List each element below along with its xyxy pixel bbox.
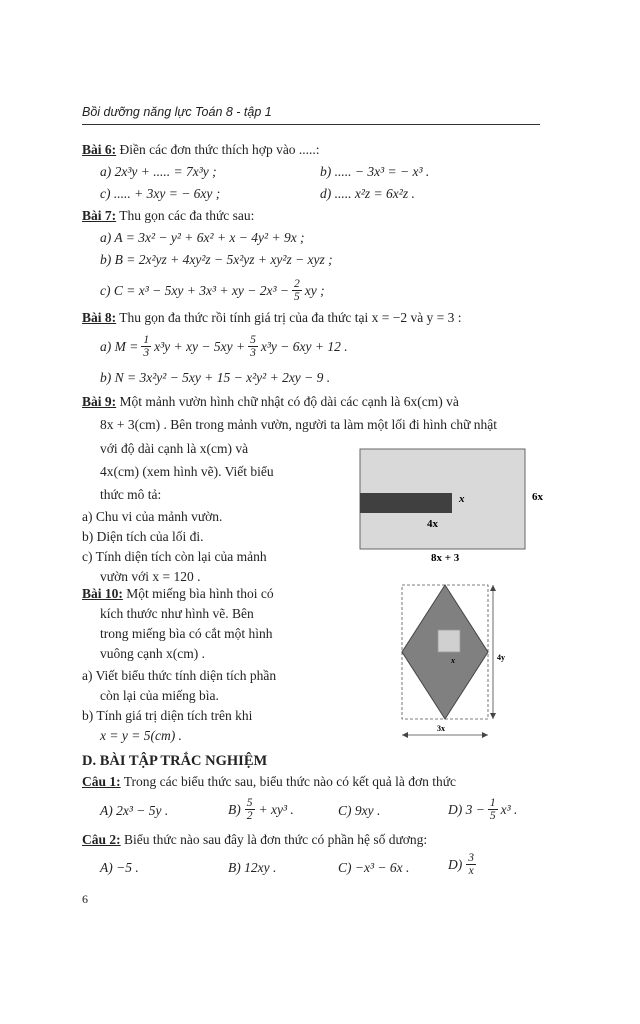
bai6-a: a) 2x³y + ..... = 7x³y ;	[100, 164, 217, 179]
bai7-b: b) B = 2x²yz + 4xy²z − 5x²yz + xy²z − xyz ;	[100, 252, 333, 267]
bai8-a-den2: 3	[250, 347, 256, 359]
garden-length-label: 8x + 3	[431, 552, 460, 564]
running-header: Bồi dưỡng năng lực Toán 8 - tập 1	[82, 105, 272, 119]
bai10-line4: vuông cạnh x(cm) .	[100, 646, 205, 661]
bai9-line1: Một mảnh vườn hình chữ nhật có độ dài các cạnh là 6x(cm) và	[116, 394, 459, 409]
cau1-d-fraction	[488, 797, 498, 822]
cau2-text: Biểu thức nào sau đây là đơn thức có phần hệ số dương:	[120, 832, 428, 847]
bai8-title	[82, 310, 462, 326]
bai9-line3: với độ dài cạnh là x(cm) và	[100, 441, 249, 456]
bai10-label: Bài 10:	[82, 586, 123, 601]
cau1-b-pre: B)	[228, 801, 241, 817]
cau2-label: Câu 2:	[82, 832, 121, 847]
bai8-text: Thu gọn đa thức rồi tính giá trị của đa thức tại x = −2 và y = 3 :	[116, 310, 462, 325]
bai9-c2: vườn với x = 120 .	[100, 569, 201, 584]
bai8-a-num2: 5	[250, 334, 256, 346]
width-label: 3x	[437, 724, 445, 733]
bai10-b2: x = y = 5(cm) .	[100, 728, 182, 743]
bai7-label: Bài 7:	[82, 208, 117, 223]
cau2-option-a: A) −5 .	[100, 860, 139, 875]
cau1-d-pre: D) 3 −	[448, 801, 485, 817]
bai8-a-fraction-1	[141, 334, 151, 359]
cau1-b-fraction	[245, 797, 255, 822]
bai7-c-num: 2	[294, 278, 300, 290]
bai6-label: Bài 6:	[82, 142, 117, 157]
cau2-option-d	[448, 852, 480, 877]
cau1-b-post: + xy³ .	[258, 801, 294, 817]
bai8-b: b) N = 3x²y² − 5xy + 15 − x²y² + 2xy − 9 .	[100, 370, 331, 385]
cau1-d-den: 5	[489, 810, 496, 822]
cau2-title	[82, 832, 427, 848]
bai6-text: Điền các đơn thức thích hợp vào .....:	[116, 142, 320, 157]
bai7-title	[82, 208, 254, 224]
bai6-c: c) ..... + 3xy = − 6xy ;	[100, 186, 221, 201]
cau2-d-den: x	[468, 865, 474, 877]
square-cutout	[438, 630, 460, 652]
bai10-a1: a) Viết biểu thức tính diện tích phần	[82, 668, 277, 683]
bai10-line1: Một miếng bìa hình thoi có	[122, 586, 274, 601]
bai9-a: a) Chu vi của mảnh vườn.	[82, 509, 223, 524]
bai7-c-fraction	[292, 278, 302, 303]
bai9-line2: 8x + 3(cm) . Bên trong mảnh vườn, người ta làm một lối đi hình chữ nhật	[100, 417, 498, 432]
garden-figure	[355, 445, 555, 565]
bai7-c-pre: c) C = x³ − 5xy + 3x³ + xy − 2x³ −	[100, 282, 289, 298]
cau1-d-num: 1	[489, 797, 496, 809]
cau1-text: Trong các biểu thức sau, biểu thức nào có kết quả là đơn thức	[120, 774, 457, 789]
header-rule	[82, 124, 540, 125]
path-length-label: 4x	[427, 518, 438, 530]
bai6-title	[82, 142, 320, 158]
bai8-a-num1: 1	[143, 334, 150, 346]
bai9-title	[82, 394, 459, 410]
cau2-d-num: 3	[468, 852, 474, 864]
square-side-label: x	[451, 656, 455, 665]
cau1-option-a: A) 2x³ − 5y .	[100, 803, 169, 818]
cau1-label: Câu 1:	[82, 774, 121, 789]
cau1-option-d	[448, 797, 517, 822]
cau1-option-c: C) 9xy .	[338, 803, 381, 818]
bai9-c1: c) Tính diện tích còn lại của mảnh	[82, 549, 267, 564]
height-arrow-bottom	[490, 713, 496, 719]
bai9-line5: thức mô tả:	[100, 487, 162, 502]
bai10-a2: còn lại của miếng bìa.	[100, 688, 219, 703]
bai7-c	[100, 278, 325, 303]
bai8-a-mid: x³y + xy − 5xy +	[154, 338, 246, 354]
bai7-c-post: xy ;	[304, 282, 325, 298]
bai8-label: Bài 8:	[82, 310, 117, 325]
bai8-a-fraction-2	[248, 334, 258, 359]
bai6-b: b) ..... − 3x³ = − x³ .	[320, 164, 430, 179]
width-arrow-left	[402, 732, 408, 738]
cau2-d-fraction	[466, 852, 476, 877]
section-d-heading: D. BÀI TẬP TRẮC NGHIỆM	[82, 753, 268, 769]
cau1-d-post: x³ .	[500, 801, 518, 817]
garden-width-label: 6x	[532, 491, 543, 503]
bai10-line2: kích thước như hình vẽ. Bên	[100, 606, 254, 621]
width-arrow-right	[482, 732, 488, 738]
cau1-b-den: 2	[246, 810, 253, 822]
bai8-a	[100, 334, 348, 359]
bai8-a-den1: 3	[143, 347, 150, 359]
rhombus-figure	[390, 578, 530, 748]
bai6-d: d) ..... x²z = 6x²z .	[320, 186, 415, 201]
path-width-label: x	[459, 493, 465, 505]
cau2-option-b: B) 12xy .	[228, 860, 277, 875]
bai8-a-post: x³y − 6xy + 12 .	[260, 338, 348, 354]
bai8-a-pre: a) M =	[100, 338, 139, 354]
bai7-c-den: 5	[294, 291, 300, 303]
cau1-option-b	[228, 797, 294, 822]
bai9-b: b) Diện tích của lối đi.	[82, 529, 204, 544]
bai7-a: a) A = 3x² − y² + 6x² + x − 4y² + 9x ;	[100, 230, 305, 245]
page-number: 6	[82, 892, 88, 906]
bai9-label: Bài 9:	[82, 394, 117, 409]
bai7-text: Thu gọn các đa thức sau:	[116, 208, 255, 223]
cau2-option-c: C) −x³ − 6x .	[338, 860, 410, 875]
bai10-b1: b) Tính giá trị diện tích trên khi	[82, 708, 253, 723]
path-rectangle	[360, 493, 452, 513]
cau1-b-num: 5	[246, 797, 253, 809]
bai10-line3: trong miếng bìa có cắt một hình	[100, 626, 273, 641]
cau2-d-pre: D)	[448, 856, 463, 872]
cau1-title	[82, 774, 456, 790]
height-label: 4y	[497, 653, 505, 662]
height-arrow-top	[490, 585, 496, 591]
bai9-line4: 4x(cm) (xem hình vẽ). Viết biểu	[100, 464, 274, 479]
bai10-title	[82, 586, 274, 602]
